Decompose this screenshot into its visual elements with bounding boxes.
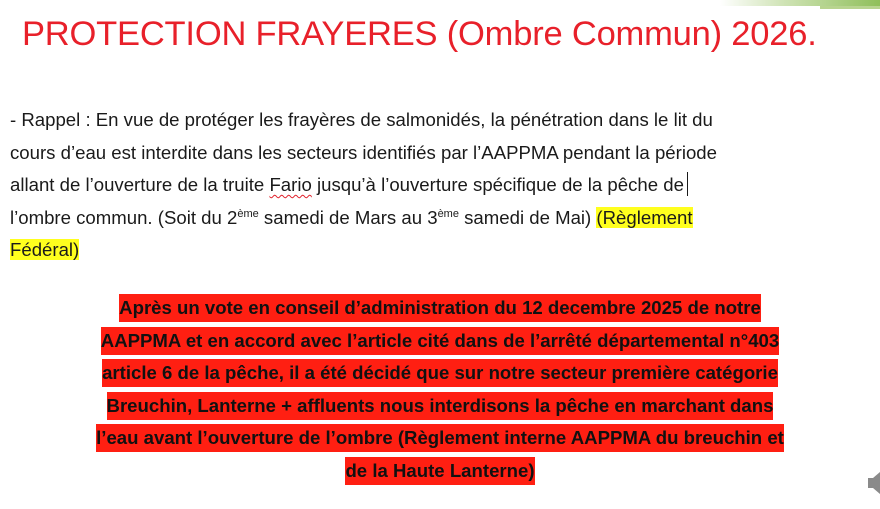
decision-line-text: article 6 de la pêche, il a été décidé que sur notre secteur première catégorie [102,359,778,387]
spellcheck-word[interactable]: Fario [269,174,312,195]
text-cursor [687,172,688,196]
decision-line-text: AAPPMA et en accord avec l’article cité dans de l’arrêté départemental n°403 [101,327,779,355]
decision-line-text: l’eau avant l’ouverture de l’ombre (Règlement interne AAPPMA du breuchin et [96,424,784,452]
decision-line [10,422,870,455]
document-title: PROTECTION FRAYERES (Ombre Commun) 2026. [22,15,817,53]
ordinal-suffix: ème [237,207,259,220]
rappel-line-4 [10,202,860,235]
rappel-line-3-end: jusqu’à l’ouverture spécifique de la pêche de [311,174,684,195]
reglement-highlight-cont: Fédéral) [10,239,80,260]
decision-line [10,292,870,325]
rappel-line-4-c: samedi de Mai) [458,206,597,228]
decision-line [10,325,870,358]
decision-line [10,390,870,423]
decision-line-text: Après un vote en conseil d’administration du 12 decembre 2025 de notre [119,294,761,322]
decision-line [10,357,870,390]
decision-line-text: Breuchin, Lanterne + affluents nous interdisons la pêche en marchant dans [107,392,774,420]
rappel-paragraph [10,104,860,267]
decision-paragraph [10,292,870,487]
rappel-line-3-start: allant de l’ouverture de la truite [10,174,270,195]
rappel-line-4-b: samedi de Mars au 3 [258,206,438,228]
slide-corner-accent-line [820,6,880,9]
rappel-line-4-a: l’ombre commun. (Soit du 2 [10,206,238,228]
rappel-line-3 [10,169,860,202]
rappel-line-5 [10,234,860,267]
rappel-line-2: cours d’eau est interdite dans les secteurs identifiés par l’AAPPMA pendant la période [10,141,717,163]
rappel-line-1: - Rappel : En vue de protéger les frayères de salmonidés, la pénétration dans le lit du [10,109,713,130]
ordinal-suffix: ème [437,207,459,220]
speaker-icon[interactable] [864,468,880,498]
decision-line-text: de la Haute Lanterne) [345,457,534,485]
reglement-highlight: (Règlement [596,206,693,228]
decision-line [10,455,870,488]
